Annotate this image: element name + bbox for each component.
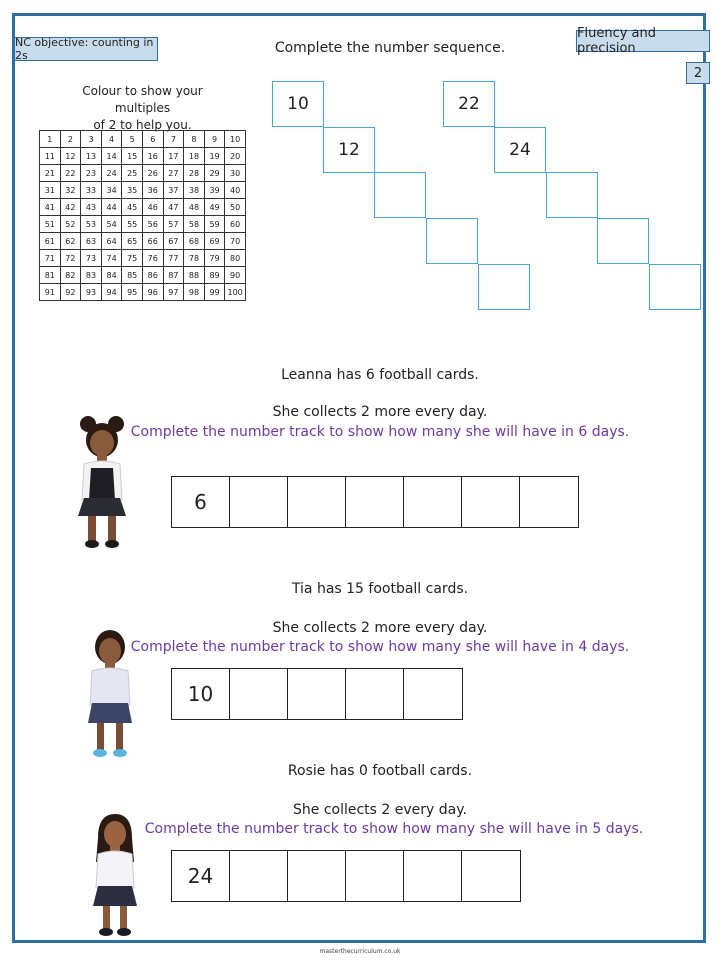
problem-2-number-track: [171, 668, 463, 720]
hundred-square-cell[interactable]: 65: [122, 233, 143, 250]
hundred-square-row: [40, 216, 246, 233]
hundred-square-cell[interactable]: 62: [60, 233, 81, 250]
hundred-square-row: [40, 131, 246, 148]
hundred-square-cell[interactable]: 68: [184, 233, 205, 250]
hundred-square-cell[interactable]: 41: [40, 199, 61, 216]
hundred-square-cell[interactable]: 4: [101, 131, 122, 148]
problem-3-line-2: She collects 2 every day.: [293, 802, 467, 818]
hundred-square-cell[interactable]: 31: [40, 182, 61, 199]
hundred-square-cell[interactable]: 86: [142, 267, 163, 284]
sequence-title: Complete the number sequence.: [274, 40, 506, 56]
hundred-square-cell[interactable]: 66: [142, 233, 163, 250]
hundred-square-cell[interactable]: 76: [142, 250, 163, 267]
hundred-square-cell[interactable]: 97: [163, 284, 184, 301]
problem-2-instruction: Complete the number track to show how many she will have in 4 days.: [130, 639, 630, 655]
hundred-square-cell[interactable]: 12: [60, 148, 81, 165]
hint-line-2: of 2 to help you.: [93, 118, 192, 132]
problem-2-line-2: She collects 2 more every day.: [272, 620, 488, 636]
hundred-square-cell[interactable]: 22: [60, 165, 81, 182]
hundred-square-cell[interactable]: 42: [60, 199, 81, 216]
hundred-square-cell[interactable]: 88: [184, 267, 205, 284]
hundred-square-cell[interactable]: 8: [184, 131, 205, 148]
sequence-b-box-3[interactable]: [546, 172, 598, 218]
hundred-square-cell[interactable]: 98: [184, 284, 205, 301]
hundred-square-row: [40, 233, 246, 250]
track-1-cell-6[interactable]: [462, 477, 520, 527]
problem-1-line-1: Leanna has 6 football cards.: [281, 367, 479, 383]
hundred-square-cell[interactable]: 82: [60, 267, 81, 284]
hundred-square-cell[interactable]: 81: [40, 267, 61, 284]
hundred-square-cell[interactable]: 2: [60, 131, 81, 148]
hundred-square-cell[interactable]: 14: [101, 148, 122, 165]
track-1-cell-3[interactable]: [288, 477, 346, 527]
hundred-square-cell[interactable]: 44: [101, 199, 122, 216]
hundred-square-row: [40, 199, 246, 216]
track-3-cell-5[interactable]: [404, 851, 462, 901]
track-2-cell-1: 10: [172, 669, 230, 719]
hundred-square-cell[interactable]: 89: [204, 267, 225, 284]
hundred-square-cell[interactable]: 59: [204, 216, 225, 233]
hundred-square-cell[interactable]: 1: [40, 131, 61, 148]
sequence-b-box-1: 22: [443, 81, 495, 127]
sequence-a-box-2: 12: [323, 127, 375, 173]
hundred-square-row: [40, 267, 246, 284]
hundred-square-cell[interactable]: 63: [81, 233, 102, 250]
hundred-square-cell[interactable]: 83: [81, 267, 102, 284]
hundred-square-cell[interactable]: 71: [40, 250, 61, 267]
category-tag: Fluency and precision: [576, 30, 710, 52]
hundred-square-cell[interactable]: 23: [81, 165, 102, 182]
objective-tag: NC objective: counting in 2s: [14, 37, 158, 61]
hundred-square-cell[interactable]: 95: [122, 284, 143, 301]
hundred-square-cell[interactable]: 61: [40, 233, 61, 250]
hundred-square-cell[interactable]: 43: [81, 199, 102, 216]
hundred-square-cell[interactable]: 75: [122, 250, 143, 267]
hundred-square[interactable]: [39, 130, 246, 301]
sequence-b-box-5[interactable]: [649, 264, 701, 310]
hundred-square-cell[interactable]: 85: [122, 267, 143, 284]
hundred-square-cell[interactable]: 80: [225, 250, 246, 267]
track-2-cell-2[interactable]: [230, 669, 288, 719]
hundred-square-cell[interactable]: 64: [101, 233, 122, 250]
hundred-square-cell[interactable]: 27: [163, 165, 184, 182]
hundred-square-row: [40, 250, 246, 267]
hundred-square-cell[interactable]: 70: [225, 233, 246, 250]
hundred-square-cell[interactable]: 46: [142, 199, 163, 216]
hundred-square-cell[interactable]: 90: [225, 267, 246, 284]
hundred-square-cell[interactable]: 32: [60, 182, 81, 199]
problem-2-line-1: Tia has 15 football cards.: [291, 581, 469, 597]
hundred-square-cell[interactable]: 49: [204, 199, 225, 216]
hundred-square-cell[interactable]: 25: [122, 165, 143, 182]
hundred-square-cell[interactable]: 33: [81, 182, 102, 199]
hundred-square-cell[interactable]: 91: [40, 284, 61, 301]
hundred-square-cell[interactable]: 58: [184, 216, 205, 233]
problem-1-number-track: [171, 476, 579, 528]
hundred-square-cell[interactable]: 29: [204, 165, 225, 182]
sequence-a-box-1: 10: [272, 81, 324, 127]
hundred-square-cell[interactable]: 47: [163, 199, 184, 216]
track-2-cell-3[interactable]: [288, 669, 346, 719]
hundred-square-cell[interactable]: 26: [142, 165, 163, 182]
hundred-square-cell[interactable]: 77: [163, 250, 184, 267]
hundred-square-cell[interactable]: 96: [142, 284, 163, 301]
hundred-square-cell[interactable]: 52: [60, 216, 81, 233]
hundred-square-cell[interactable]: 78: [184, 250, 205, 267]
sequence-b-box-4[interactable]: [597, 218, 649, 264]
hundred-square-cell[interactable]: 54: [101, 216, 122, 233]
hundred-square-cell[interactable]: 13: [81, 148, 102, 165]
hundred-square-cell[interactable]: 94: [101, 284, 122, 301]
hundred-square-cell[interactable]: 10: [225, 131, 246, 148]
hundred-square-cell[interactable]: 15: [122, 148, 143, 165]
hundred-square-cell[interactable]: 57: [163, 216, 184, 233]
track-3-cell-1: 24: [172, 851, 230, 901]
hundred-square-cell[interactable]: 28: [184, 165, 205, 182]
hundred-square-cell[interactable]: 24: [101, 165, 122, 182]
track-3-cell-2[interactable]: [230, 851, 288, 901]
hundred-square-cell[interactable]: 20: [225, 148, 246, 165]
problem-3-instruction: Complete the number track to show how many she will have in 5 days.: [144, 821, 644, 837]
track-1-cell-7[interactable]: [520, 477, 578, 527]
hundred-square-cell[interactable]: 72: [60, 250, 81, 267]
hundred-square-cell[interactable]: 5: [122, 131, 143, 148]
hundred-square-cell[interactable]: 17: [163, 148, 184, 165]
hundred-square-cell[interactable]: 87: [163, 267, 184, 284]
girl-tia-illustration: [82, 625, 138, 760]
hundred-square-cell[interactable]: 50: [225, 199, 246, 216]
hundred-square-cell[interactable]: 9: [204, 131, 225, 148]
track-3-cell-6[interactable]: [462, 851, 520, 901]
hundred-square-cell[interactable]: 67: [163, 233, 184, 250]
hundred-square-cell[interactable]: 93: [81, 284, 102, 301]
hundred-square-cell[interactable]: 73: [81, 250, 102, 267]
problem-1-line-2: She collects 2 more every day.: [272, 404, 488, 420]
hundred-square-cell[interactable]: 36: [142, 182, 163, 199]
sequence-a-box-5[interactable]: [478, 264, 530, 310]
hundred-square-cell[interactable]: 56: [142, 216, 163, 233]
hundred-square-cell[interactable]: 34: [101, 182, 122, 199]
hundred-square-cell[interactable]: 40: [225, 182, 246, 199]
hundred-square-cell[interactable]: 30: [225, 165, 246, 182]
hundred-square-cell[interactable]: 35: [122, 182, 143, 199]
hundred-square-cell[interactable]: 37: [163, 182, 184, 199]
hundred-square-cell[interactable]: 21: [40, 165, 61, 182]
problem-3-line-1: Rosie has 0 football cards.: [287, 763, 473, 779]
track-3-cell-3[interactable]: [288, 851, 346, 901]
track-1-cell-2[interactable]: [230, 477, 288, 527]
hundred-square-cell[interactable]: 16: [142, 148, 163, 165]
hundred-square-cell[interactable]: 38: [184, 182, 205, 199]
hundred-square-row: [40, 148, 246, 165]
hundred-square-cell[interactable]: 19: [204, 148, 225, 165]
hundred-square-cell[interactable]: 74: [101, 250, 122, 267]
hundred-square-cell[interactable]: 3: [81, 131, 102, 148]
hundred-square-cell[interactable]: 100: [225, 284, 246, 301]
hundred-square-cell[interactable]: 51: [40, 216, 61, 233]
hundred-square-cell[interactable]: 48: [184, 199, 205, 216]
hundred-square-cell[interactable]: 45: [122, 199, 143, 216]
track-2-cell-4[interactable]: [346, 669, 404, 719]
hundred-square-cell[interactable]: 18: [184, 148, 205, 165]
hundred-square-cell[interactable]: 69: [204, 233, 225, 250]
hundred-square-cell[interactable]: 79: [204, 250, 225, 267]
hundred-square-hint: [55, 83, 230, 134]
hundred-square-row: [40, 165, 246, 182]
page-number: 2: [686, 62, 710, 84]
track-1-cell-1: 6: [172, 477, 230, 527]
hundred-square-cell[interactable]: 84: [101, 267, 122, 284]
problem-1-instruction: Complete the number track to show how many she will have in 6 days.: [130, 424, 630, 440]
sequence-a-box-3[interactable]: [374, 172, 426, 218]
footer-url: masterthecurriculum.co.uk: [319, 948, 401, 955]
sequence-b-box-2: 24: [494, 127, 546, 173]
track-1-cell-4[interactable]: [346, 477, 404, 527]
track-1-cell-5[interactable]: [404, 477, 462, 527]
problem-3-number-track: [171, 850, 521, 902]
hint-line-1: Colour to show your multiples: [82, 84, 203, 115]
track-3-cell-4[interactable]: [346, 851, 404, 901]
track-2-cell-5[interactable]: [404, 669, 462, 719]
hundred-square-row: [40, 182, 246, 199]
hundred-square-cell[interactable]: 92: [60, 284, 81, 301]
hundred-square-cell[interactable]: 39: [204, 182, 225, 199]
hundred-square-cell[interactable]: 60: [225, 216, 246, 233]
girl-rosie-illustration: [90, 808, 140, 938]
hundred-square-cell[interactable]: 7: [163, 131, 184, 148]
hundred-square-cell[interactable]: 53: [81, 216, 102, 233]
hundred-square-cell[interactable]: 99: [204, 284, 225, 301]
hundred-square-cell[interactable]: 6: [142, 131, 163, 148]
hundred-square-cell[interactable]: 11: [40, 148, 61, 165]
sequence-a-box-4[interactable]: [426, 218, 478, 264]
hundred-square-row: [40, 284, 246, 301]
girl-leanna-illustration: [70, 412, 134, 552]
hundred-square-cell[interactable]: 55: [122, 216, 143, 233]
